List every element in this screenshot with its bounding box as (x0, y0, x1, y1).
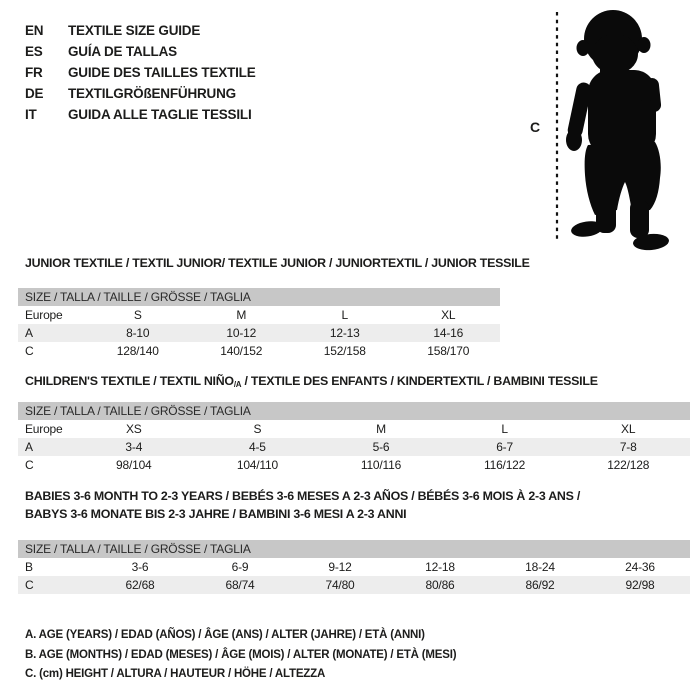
cell: 98/104 (116, 458, 152, 472)
language-title-block (25, 20, 256, 125)
header-cell: XS (125, 422, 142, 436)
cell: 6-9 (231, 560, 249, 574)
header-cell: Europe (25, 422, 63, 436)
header-cell: XL (621, 422, 636, 436)
header-cell: S (253, 422, 262, 436)
lang-row-en (25, 20, 256, 41)
row-label: C (18, 576, 90, 594)
table-row (18, 558, 690, 576)
cell: 116/122 (484, 458, 526, 472)
cell: 140/152 (220, 344, 263, 358)
cell: 122/128 (607, 458, 650, 472)
cell: 12-18 (425, 560, 455, 574)
title-text: / TEXTILE DES ENFANTS / KINDERTEXTIL / BAMBINI TESSILE (241, 374, 598, 388)
header-cell: M (376, 422, 386, 436)
table-row (18, 342, 500, 360)
lang-row-fr (25, 62, 256, 83)
header-cell: M (236, 308, 247, 322)
cell: 8-10 (86, 324, 190, 342)
table-row (18, 324, 500, 342)
title-subscript: /A (233, 380, 242, 389)
cell: 62/68 (90, 576, 190, 594)
row-label: A (18, 324, 86, 342)
lang-row-es (25, 41, 256, 62)
cell: 18-24 (525, 560, 555, 574)
title-text: CHILDREN'S TEXTILE / TEXTIL NIÑO (25, 374, 234, 388)
lang-title: TEXTILE SIZE GUIDE (68, 23, 201, 38)
row-label: C (25, 458, 34, 472)
header-cell: Europe (25, 308, 63, 322)
lang-title: GUÍA DE TALLAS (68, 44, 177, 59)
table-row (18, 456, 690, 474)
row-label: C (25, 344, 34, 358)
cell: 152/158 (323, 344, 366, 358)
row-label: B (25, 560, 33, 574)
children-size-bar: SIZE / TALLA / TAILLE / GRÖSSE / TAGLIA (18, 402, 690, 420)
cell: 4-5 (196, 438, 320, 456)
toddler-icon (566, 10, 670, 252)
lang-code: DE (25, 86, 44, 101)
lang-title: GUIDE DES TAILLES TEXTILE (68, 65, 256, 80)
babies-size-bar: SIZE / TALLA / TAILLE / GRÖSSE / TAGLIA (18, 540, 690, 558)
cell: 68/74 (190, 576, 290, 594)
cell: 14-16 (397, 324, 501, 342)
junior-size-table (18, 306, 500, 360)
cell: 86/92 (490, 576, 590, 594)
lang-row-de (25, 83, 256, 104)
toddler-silhouette (520, 0, 700, 255)
note-a: A. AGE (YEARS) / EDAD (AÑOS) / ÂGE (ANS) / ALTER (JAHRE) / ETÀ (ANNI) (25, 629, 425, 641)
title-line-1: BABIES 3-6 MONTH TO 2-3 YEARS / BEBÉS 3-6 MESES A 2-3 AÑOS / BÉBÉS 3-6 MOIS À 2-3 ANS / (25, 489, 581, 503)
cell: 128/140 (116, 344, 159, 358)
cell: 3-4 (72, 438, 196, 456)
title-line-2: BABYS 3-6 MONATE BIS 2-3 JAHRE / BAMBINI 3-6 MESI A 2-3 ANNI (25, 507, 407, 521)
lang-code: ES (25, 44, 43, 59)
babies-section-title (25, 487, 580, 523)
cell: 80/86 (390, 576, 490, 594)
lang-title: GUIDA ALLE TAGLIE TESSILI (68, 107, 252, 122)
table-row (18, 438, 690, 456)
measure-label-c: C (530, 119, 541, 135)
cell: 10-12 (190, 324, 294, 342)
cell: 3-6 (131, 560, 149, 574)
babies-size-table (18, 558, 690, 594)
junior-size-bar: SIZE / TALLA / TAILLE / GRÖSSE / TAGLIA (18, 288, 500, 306)
children-section-title (25, 374, 598, 389)
table-row (18, 576, 690, 594)
header-cell: XL (441, 308, 456, 322)
cell: 158/170 (427, 344, 470, 358)
table-header-row (18, 306, 500, 324)
cell: 7-8 (566, 438, 690, 456)
header-cell: S (133, 308, 142, 322)
lang-title: TEXTILGRÖßENFÜHRUNG (68, 86, 236, 101)
cell: 24-36 (625, 560, 655, 574)
lang-code: IT (25, 107, 37, 122)
cell: 74/80 (290, 576, 390, 594)
cell: 5-6 (319, 438, 443, 456)
table-header-row (18, 420, 690, 438)
cell: 9-12 (328, 560, 352, 574)
children-size-table (18, 420, 690, 474)
note-b: B. AGE (MONTHS) / EDAD (MESES) / ÂGE (MOIS) / ALTER (MONATE) / ETÀ (MESI) (25, 648, 457, 661)
header-cell: L (501, 422, 508, 436)
lang-code: FR (25, 65, 43, 80)
cell: 110/116 (360, 458, 402, 472)
header-cell: L (341, 308, 348, 322)
cell: 6-7 (443, 438, 567, 456)
cell: 12-13 (293, 324, 397, 342)
junior-section-title: JUNIOR TEXTILE / TEXTIL JUNIOR/ TEXTILE JUNIOR / JUNIORTEXTIL / JUNIOR TESSILE (25, 256, 530, 270)
cell: 104/110 (236, 458, 278, 472)
lang-code: EN (25, 23, 44, 38)
row-label: A (18, 438, 72, 456)
note-c: C. (cm) HEIGHT / ALTURA / HAUTEUR / HÖHE / ALTEZZA (25, 668, 326, 680)
legend-notes (25, 626, 456, 685)
cell: 92/98 (590, 576, 690, 594)
lang-row-it (25, 104, 256, 125)
